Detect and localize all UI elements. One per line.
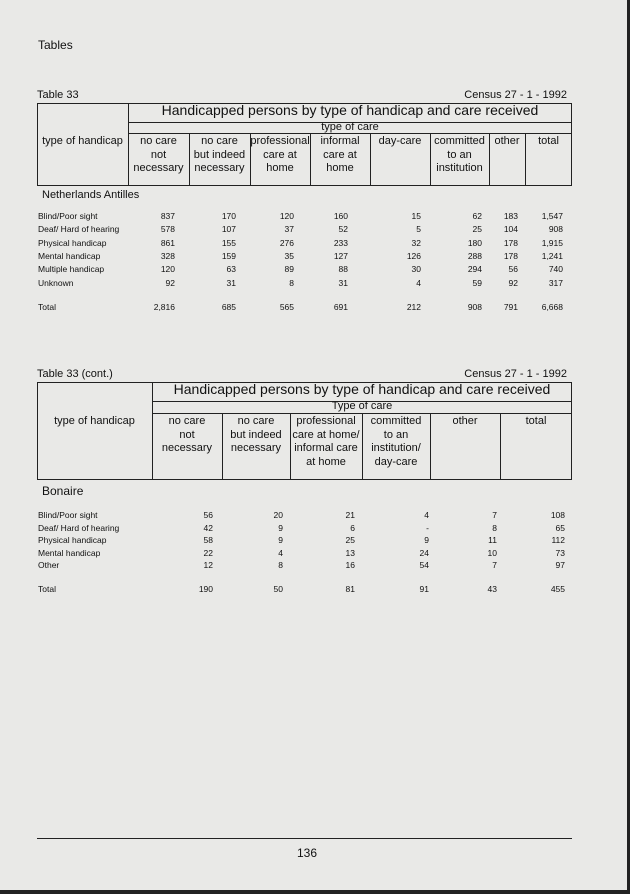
cell-value: 89 <box>284 264 294 275</box>
cell-value: 233 <box>333 237 348 248</box>
table-row <box>0 251 630 263</box>
cell-value: 35 <box>284 250 294 261</box>
cell-value: 15 <box>411 211 421 221</box>
column-header: professional care at home <box>250 135 310 174</box>
row-label: Total <box>38 584 56 594</box>
table2-census: Census 27 - 1 - 1992 <box>464 368 567 380</box>
footer-rule <box>37 838 572 839</box>
row-label: Deaf/ Hard of hearing <box>38 522 120 533</box>
column-header: day-care <box>378 135 422 147</box>
column-header: total <box>525 415 547 427</box>
cell-value: 30 <box>411 264 421 275</box>
column-header: no care not necessary <box>133 135 184 174</box>
cell-value: 740 <box>548 264 563 275</box>
table1-label: Table 33 <box>37 89 79 101</box>
cell-value: 155 <box>221 237 236 248</box>
cell-value: 837 <box>160 211 175 221</box>
row-label: Mental handicap <box>38 547 101 558</box>
row-label: Blind/Poor sight <box>38 211 98 221</box>
column-header: no care but indeed necessary <box>193 135 246 174</box>
cell-value: 791 <box>503 302 518 312</box>
cell-value: 4 <box>424 510 429 520</box>
cell-value: 170 <box>221 211 236 221</box>
table-row <box>0 264 630 276</box>
cell-value: 10 <box>487 547 497 558</box>
group-header: type of care <box>321 121 379 133</box>
column-header: informal care at home <box>320 135 360 174</box>
cell-value: 5 <box>416 224 421 235</box>
cell-value: 120 <box>279 211 294 221</box>
row-label: Physical handicap <box>38 237 107 248</box>
cell-value: 9 <box>278 535 283 546</box>
total-row <box>0 584 630 596</box>
cell-value: 97 <box>555 560 565 571</box>
cell-value: 328 <box>160 250 175 261</box>
cell-value: 127 <box>333 250 348 261</box>
cell-value: 107 <box>221 224 236 235</box>
column-header: other <box>452 415 478 427</box>
cell-value: 56 <box>508 264 518 275</box>
cell-value: 861 <box>160 237 175 248</box>
column-header: committed to an institution/ day-care <box>370 415 422 468</box>
cell-value: 120 <box>160 264 175 275</box>
row-header: type of handicap <box>42 135 123 147</box>
cell-value: 6,668 <box>541 302 563 312</box>
cell-value: 12 <box>203 560 213 571</box>
cell-value: 565 <box>279 302 294 312</box>
cell-value: 8 <box>289 277 294 288</box>
table-row <box>0 560 630 572</box>
cell-value: 63 <box>226 264 236 275</box>
cell-value: 1,915 <box>541 237 563 248</box>
cell-value: 59 <box>472 277 482 288</box>
table2-label: Table 33 (cont.) <box>37 368 113 380</box>
cell-value: 2,816 <box>153 302 175 312</box>
table-row <box>0 224 630 236</box>
cell-value: - <box>426 522 429 533</box>
column-header: professional care at home/ informal care at home <box>292 415 360 468</box>
cell-value: 908 <box>548 224 563 235</box>
cell-value: 50 <box>273 584 283 594</box>
column-header: other <box>494 135 520 147</box>
cell-value: 92 <box>165 277 175 288</box>
cell-value: 288 <box>467 250 482 261</box>
cell-value: 691 <box>333 302 348 312</box>
table-row <box>0 238 630 250</box>
cell-value: 8 <box>492 522 497 533</box>
cell-value: 183 <box>503 211 518 221</box>
cell-value: 190 <box>198 584 213 594</box>
row-label: Other <box>38 560 60 571</box>
column-header: no care but indeed necessary <box>230 415 282 454</box>
cell-value: 1,241 <box>541 250 563 261</box>
table-title: Handicapped persons by type of handicap and care received <box>161 102 539 118</box>
cell-value: 212 <box>406 302 421 312</box>
table-row <box>0 211 630 223</box>
page-number: 136 <box>297 846 318 860</box>
cell-value: 126 <box>406 250 421 261</box>
cell-value: 9 <box>278 522 283 533</box>
row-label: Physical handicap <box>38 535 107 546</box>
cell-value: 25 <box>345 535 355 546</box>
cell-value: 37 <box>284 224 294 235</box>
row-label: Multiple handicap <box>38 264 105 275</box>
row-label: Total <box>38 302 56 312</box>
cell-value: 11 <box>488 535 497 546</box>
table1-census: Census 27 - 1 - 1992 <box>464 89 567 101</box>
cell-value: 91 <box>419 584 429 594</box>
cell-value: 62 <box>472 211 482 221</box>
cell-value: 24 <box>419 547 429 558</box>
table-title: Handicapped persons by type of handicap and care received <box>173 381 551 397</box>
cell-value: 56 <box>203 510 213 520</box>
cell-value: 1,547 <box>541 211 563 221</box>
cell-value: 73 <box>555 547 565 558</box>
total-row <box>0 302 630 314</box>
table-row <box>0 278 630 290</box>
cell-value: 276 <box>279 237 294 248</box>
cell-value: 685 <box>221 302 236 312</box>
running-header: Tables <box>38 38 73 52</box>
cell-value: 58 <box>203 535 213 546</box>
table1-section: Netherlands Antilles <box>42 189 140 201</box>
cell-value: 22 <box>203 547 213 558</box>
column-header: no care not necessary <box>161 415 213 454</box>
table2-section: Bonaire <box>42 484 84 498</box>
cell-value: 7 <box>492 510 497 520</box>
cell-value: 32 <box>411 237 421 248</box>
group-header: Type of care <box>331 400 393 412</box>
column-header: committed to an institution <box>434 135 485 174</box>
row-label: Mental handicap <box>38 250 101 261</box>
table-row <box>0 510 630 522</box>
cell-value: 7 <box>492 560 497 571</box>
cell-value: 43 <box>487 584 497 594</box>
column-header: total <box>538 135 559 147</box>
cell-value: 9 <box>424 535 429 546</box>
row-label: Deaf/ Hard of hearing <box>38 224 120 235</box>
table-row <box>0 535 630 547</box>
cell-value: 25 <box>472 224 482 235</box>
cell-value: 908 <box>467 302 482 312</box>
cell-value: 21 <box>345 510 355 520</box>
cell-value: 54 <box>419 560 429 571</box>
cell-value: 4 <box>416 277 421 288</box>
cell-value: 92 <box>508 277 518 288</box>
cell-value: 180 <box>467 237 482 248</box>
table-row <box>0 523 630 535</box>
cell-value: 81 <box>345 584 355 594</box>
table-row <box>0 548 630 560</box>
cell-value: 52 <box>338 224 348 235</box>
cell-value: 4 <box>278 547 283 558</box>
cell-value: 178 <box>503 250 518 261</box>
cell-value: 88 <box>338 264 348 275</box>
cell-value: 317 <box>548 277 563 288</box>
cell-value: 31 <box>226 277 236 288</box>
cell-value: 455 <box>550 584 565 594</box>
cell-value: 20 <box>273 510 283 520</box>
cell-value: 65 <box>555 522 565 533</box>
cell-value: 294 <box>467 264 482 275</box>
row-header: type of handicap <box>54 415 135 427</box>
cell-value: 160 <box>333 211 348 221</box>
cell-value: 6 <box>350 522 355 533</box>
cell-value: 112 <box>551 535 565 546</box>
cell-value: 108 <box>550 510 565 520</box>
row-label: Blind/Poor sight <box>38 510 98 520</box>
cell-value: 8 <box>278 560 283 571</box>
cell-value: 31 <box>338 277 348 288</box>
cell-value: 578 <box>160 224 175 235</box>
cell-value: 13 <box>345 547 355 558</box>
row-label: Unknown <box>38 277 74 288</box>
cell-value: 104 <box>503 224 518 235</box>
cell-value: 42 <box>203 522 213 533</box>
cell-value: 159 <box>221 250 236 261</box>
cell-value: 178 <box>503 237 518 248</box>
cell-value: 16 <box>345 560 355 571</box>
